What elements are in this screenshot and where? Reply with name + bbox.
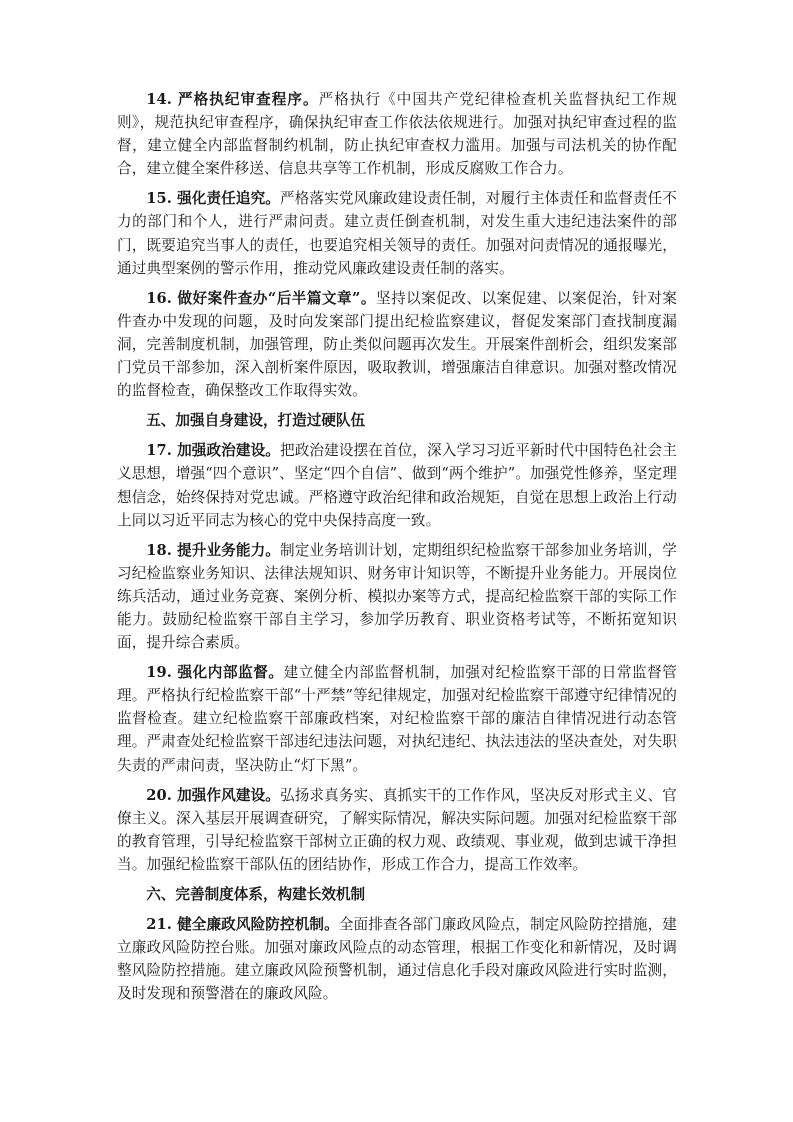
paragraph-14 <box>117 88 677 180</box>
paragraph-15 <box>117 187 677 279</box>
paragraph-19 <box>117 661 677 776</box>
document-page <box>117 88 677 1012</box>
paragraph-lead: 18. 提升业务能力。 <box>146 541 280 559</box>
paragraph-body: 全面排查各部门廉政风险点，制定风险防控措施，建立廉政风险防控台账。加强对廉政风险点的动态管理，根据工作变化和新情况，及时调整风险防控措施。建立廉政风险预警机制，通过信息化手段对廉政风险进行实时监测，及时发现和预警潜在的廉政风险。 <box>117 916 677 1003</box>
section-heading-6: 六、完善制度体系，构建长效机制 <box>146 886 366 903</box>
paragraph-body: 建立健全内部监督机制，加强对纪检监察干部的日常监督管理。严格执行纪检监察干部“十严禁”等纪律规定，加强对纪检监察干部遵守纪律情况的监督检查。建立纪检监察干部廉政档案，对纪检监察干部的廉洁自律情况进行动态管理。严肃查处纪检监察干部违纪违法问题，对执纪违纪、执法违法的坚决查处，对失职失责的严肃问责，坚决防止“灯下黑”。 <box>117 664 677 774</box>
paragraph-16 <box>117 287 677 402</box>
paragraph-21 <box>117 913 677 1005</box>
paragraph-lead: 16. 做好案件查办“后半篇文章”。 <box>146 289 376 307</box>
paragraph-lead: 19. 强化内部监督。 <box>146 664 284 682</box>
paragraph-lead: 17. 加强政治建设。 <box>146 442 280 460</box>
paragraph-lead: 15. 强化责任追究。 <box>146 190 280 208</box>
paragraph-lead: 20. 加强作风建设。 <box>146 786 280 804</box>
paragraph-body: 把政治建设摆在首位，深入学习习近平新时代中国特色社会主义思想，增强“四个意识”、坚定“四个自信”、做到“两个维护”。加强党性修养，坚定理想信念，始终保持对党忠诚。严格遵守政治纪律和政治规矩，自觉在思想上政治上行动上同以习近平同志为核心的党中央保持高度一致。 <box>117 442 677 529</box>
paragraph-body: 严格落实党风廉政建设责任制，对履行主体责任和监督责任不力的部门和个人，进行严肃问责。建立责任倒查机制，对发生重大违纪违法案件的部门，既要追究当事人的责任，也要追究相关领导的责任。加强对问责情况的通报曝光，通过典型案例的警示作用，推动党风廉政建设责任制的落实。 <box>117 190 677 277</box>
paragraph-18 <box>117 539 677 654</box>
paragraph-lead: 21. 健全廉政风险防控机制。 <box>146 916 339 934</box>
paragraph-body: 弘扬求真务实、真抓实干的工作作风，坚决反对形式主义、官僚主义。深入基层开展调查研究，了解实际情况，解决实际问题。加强对纪检监察干部的教育管理，引导纪检监察干部树立正确的权力观、政绩观、事业观，做到忠诚干净担当。加强纪检监察干部队伍的团结协作，形成工作合力，提高工作效率。 <box>117 786 677 873</box>
paragraph-17 <box>117 439 677 531</box>
paragraph-body: 坚持以案促改、以案促建、以案促治，针对案件查办中发现的问题，及时向发案部门提出纪检监察建议，督促发案部门查找制度漏洞，完善制度机制，加强管理，防止类似问题再次发生。开展案件剖析会，组织发案部门党员干部参加，深入剖析案件原因，吸取教训，增强廉洁自律意识。加强对整改情况的监督检查，确保整改工作取得实效。 <box>117 289 677 400</box>
section-heading-5: 五、加强自身建设，打造过硬队伍 <box>146 412 366 430</box>
paragraph-20 <box>117 784 677 876</box>
paragraph-body: 制定业务培训计划，定期组织纪检监察干部参加业务培训，学习纪检监察业务知识、法律法规知识、财务审计知识等，不断提升业务能力。开展岗位练兵活动，通过业务竞赛、案例分析、模拟办案等方式，提高纪检监察干部的实际工作能力。鼓励纪检监察干部自主学习，参加学历教育、职业资格考试等，不断拓宽知识面，提升综合素质。 <box>117 541 677 652</box>
paragraph-body: 严格执行《中国共产党纪律检查机关监督执纪工作规则》，规范执纪审查程序，确保执纪审查工作依法依规进行。加强对执纪审查过程的监督，建立健全内部监督制约机制，防止执纪审查权力滥用。加强与司法机关的协作配合，建立健全案件移送、信息共享等工作机制，形成反腐败工作合力。 <box>117 91 677 178</box>
paragraph-lead: 14. 严格执纪审查程序。 <box>146 91 319 108</box>
